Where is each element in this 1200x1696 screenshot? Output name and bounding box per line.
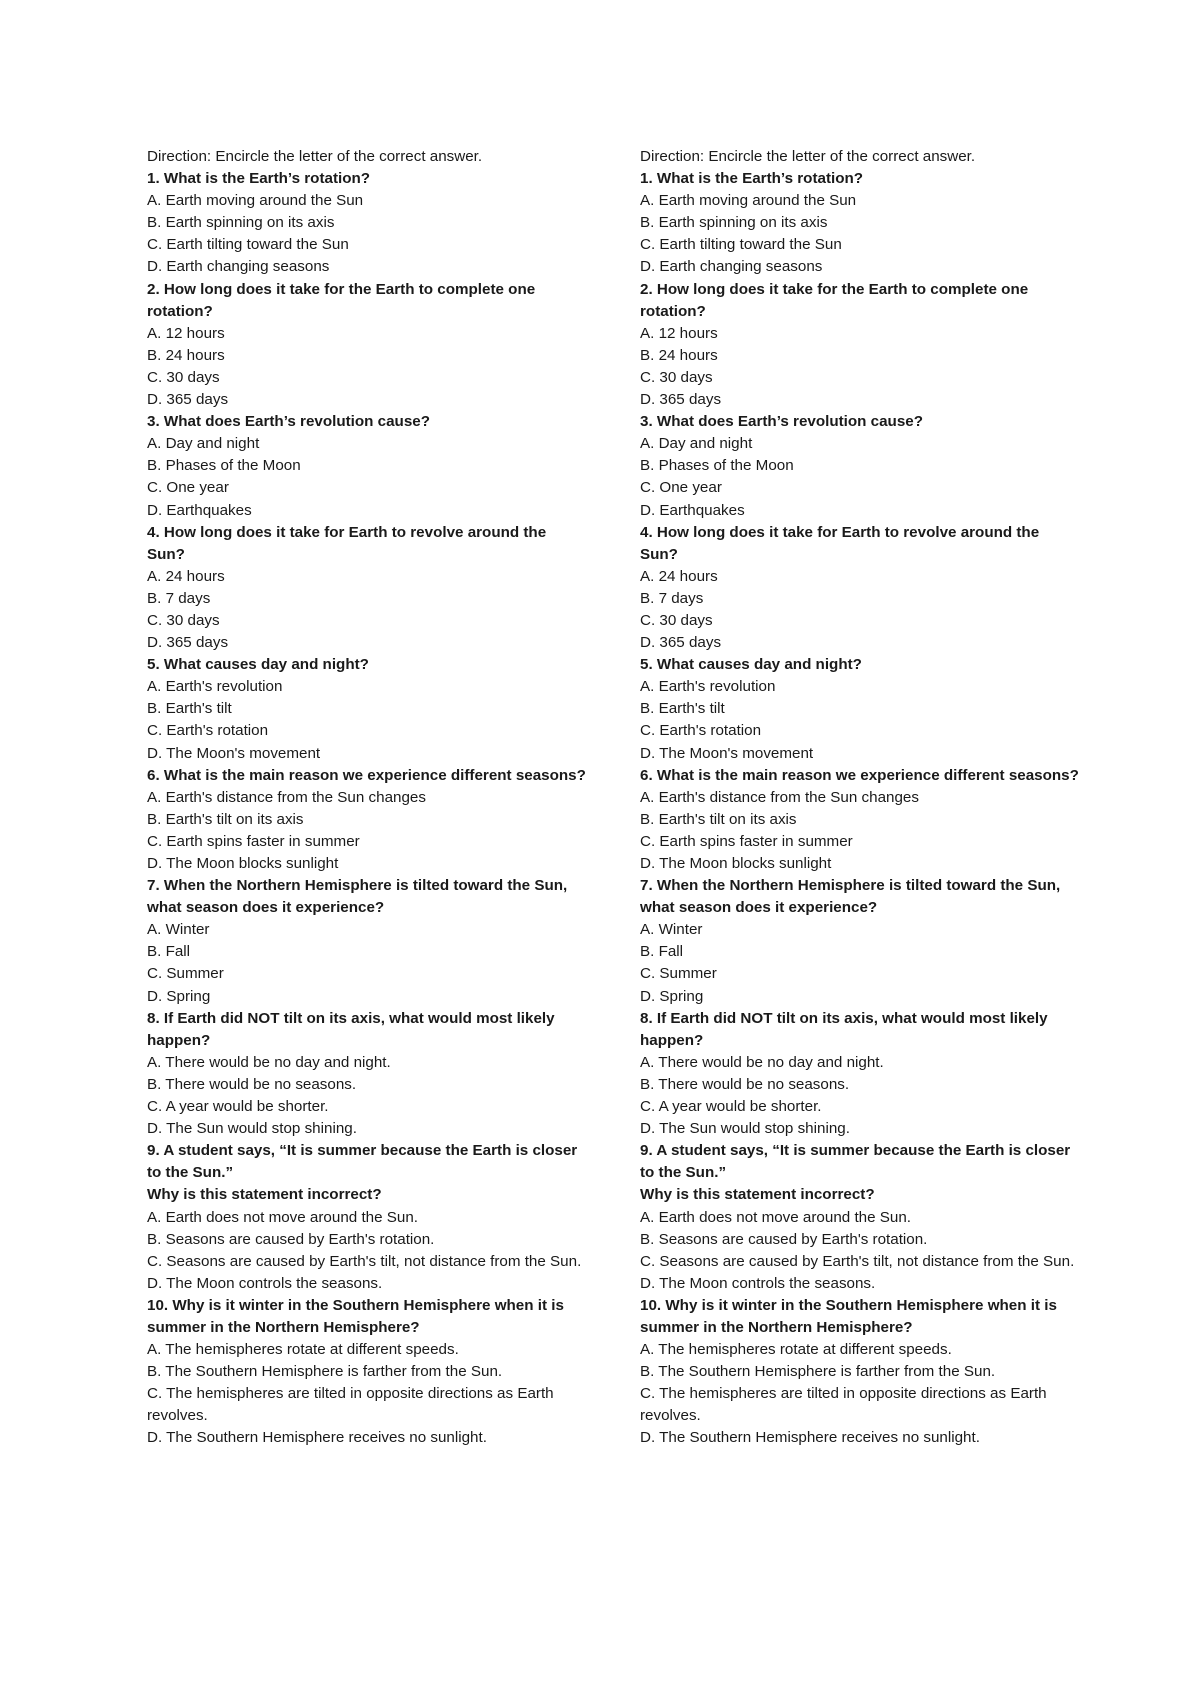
answer-choice: C. Earth's rotation bbox=[147, 722, 269, 740]
question-text: 2. How long does it take for the Earth to complete one rotation? bbox=[147, 280, 536, 320]
question-text: 7. When the Northern Hemisphere is tilted toward the Sun, what season does it experience? bbox=[147, 877, 568, 917]
answer-choice: D. 365 days bbox=[147, 391, 229, 409]
answer-choice: A. Earth's distance from the Sun changes bbox=[640, 788, 919, 806]
answer-choice: D. The Moon controls the seasons. bbox=[147, 1274, 383, 1292]
answer-choice: C. Summer bbox=[147, 965, 224, 983]
answer-choice: A. 24 hours bbox=[147, 567, 225, 585]
answer-choice: D. The Moon's movement bbox=[640, 744, 814, 762]
answer-choice: C. Earth spins faster in summer bbox=[147, 832, 360, 850]
answer-choice: C. Summer bbox=[640, 965, 717, 983]
answer-choice: C. Seasons are caused by Earth's tilt, not distance from the Sun. bbox=[640, 1252, 1075, 1270]
question-text: 2. How long does it take for the Earth to complete one rotation? bbox=[640, 280, 1029, 320]
answer-choice: B. Seasons are caused by Earth's rotation. bbox=[640, 1230, 928, 1248]
question-item bbox=[147, 1295, 587, 1450]
question-item bbox=[147, 765, 587, 875]
question-item bbox=[147, 1140, 587, 1295]
question-item bbox=[147, 168, 587, 278]
question-item bbox=[147, 411, 587, 521]
answer-choice: A. Winter bbox=[147, 921, 210, 939]
answer-choice: B. 7 days bbox=[147, 589, 211, 607]
answer-choice: A. Earth's revolution bbox=[147, 678, 283, 696]
question-item bbox=[640, 168, 1080, 278]
answer-choice: B. There would be no seasons. bbox=[640, 1075, 850, 1093]
answer-choice: A. There would be no day and night. bbox=[147, 1053, 391, 1071]
answer-choice: C. A year would be shorter. bbox=[640, 1098, 822, 1116]
answer-choice: B. Phases of the Moon bbox=[147, 457, 301, 475]
question-item bbox=[640, 1008, 1080, 1141]
question-text: 5. What causes day and night? bbox=[640, 656, 862, 674]
answer-choice: D. Earthquakes bbox=[640, 501, 745, 519]
answer-choice: A. 24 hours bbox=[640, 567, 718, 585]
answer-choice: B. Earth spinning on its axis bbox=[640, 214, 828, 232]
answer-choice: C. Seasons are caused by Earth's tilt, not distance from the Sun. bbox=[147, 1252, 582, 1270]
answer-choice: C. Earth spins faster in summer bbox=[640, 832, 853, 850]
answer-choice: D. The Moon controls the seasons. bbox=[640, 1274, 876, 1292]
answer-choice: B. 24 hours bbox=[640, 346, 718, 364]
question-text: 4. How long does it take for Earth to revolve around the Sun? bbox=[147, 523, 547, 563]
answer-choice: B. Seasons are caused by Earth's rotation. bbox=[147, 1230, 435, 1248]
question-text: 7. When the Northern Hemisphere is tilted toward the Sun, what season does it experience? bbox=[640, 877, 1061, 917]
question-text: 10. Why is it winter in the Southern Hemisphere when it is summer in the Northern Hemisphere? bbox=[147, 1296, 564, 1336]
question-item bbox=[640, 654, 1080, 764]
answer-choice: B. The Southern Hemisphere is farther from the Sun. bbox=[640, 1363, 996, 1381]
answer-choice: A. There would be no day and night. bbox=[640, 1053, 884, 1071]
direction-text: Direction: Encircle the letter of the correct answer. bbox=[640, 148, 976, 165]
direction-text: Direction: Encircle the letter of the correct answer. bbox=[147, 148, 483, 165]
answer-choice: B. The Southern Hemisphere is farther from the Sun. bbox=[147, 1363, 503, 1381]
answer-choice: D. The Moon blocks sunlight bbox=[640, 855, 832, 872]
answer-choice: D. The Southern Hemisphere receives no sunlight. bbox=[640, 1429, 980, 1447]
answer-choice: C. The hemispheres are tilted in opposite directions as Earth revolves. bbox=[147, 1385, 554, 1425]
answer-choice: D. The Sun would stop shining. bbox=[147, 1120, 357, 1138]
question-item bbox=[640, 522, 1080, 655]
answer-choice: A. Earth moving around the Sun bbox=[640, 192, 857, 210]
answer-choice: A. The hemispheres rotate at different speeds. bbox=[147, 1341, 459, 1359]
answer-choice: A. Earth does not move around the Sun. bbox=[147, 1208, 419, 1226]
question-item bbox=[640, 765, 1080, 875]
answer-choice: D. 365 days bbox=[640, 634, 722, 652]
answer-choice: D. Earth changing seasons bbox=[147, 258, 330, 276]
question-item bbox=[640, 1295, 1080, 1450]
answer-choice: B. Fall bbox=[640, 943, 684, 961]
question-item bbox=[147, 654, 587, 764]
question-item bbox=[640, 279, 1080, 412]
answer-choice: A. Earth does not move around the Sun. bbox=[640, 1208, 912, 1226]
answer-choice: B. There would be no seasons. bbox=[147, 1075, 357, 1093]
answer-choice: C. One year bbox=[147, 479, 229, 497]
answer-choice: C. 30 days bbox=[640, 368, 713, 386]
answer-choice: A. Day and night bbox=[640, 435, 753, 453]
question-text: 5. What causes day and night? bbox=[147, 656, 369, 674]
answer-choice: B. 7 days bbox=[640, 589, 704, 607]
answer-choice: D. Earth changing seasons bbox=[640, 258, 823, 276]
question-text: 9. A student says, “It is summer because the Earth is closer to the Sun.” bbox=[640, 1142, 1071, 1182]
question-text: 6. What is the main reason we experience different seasons? bbox=[640, 766, 1079, 784]
worksheet-copy-right bbox=[640, 146, 1080, 1450]
answer-choice: D. Earthquakes bbox=[147, 501, 252, 519]
answer-choice: A. 12 hours bbox=[640, 324, 718, 342]
question-text: 10. Why is it winter in the Southern Hemisphere when it is summer in the Northern Hemisphere? bbox=[640, 1296, 1057, 1336]
question-text: 8. If Earth did NOT tilt on its axis, what would most likely happen? bbox=[640, 1009, 1048, 1049]
question-text: 1. What is the Earth’s rotation? bbox=[640, 170, 864, 188]
answer-choice: C. 30 days bbox=[147, 368, 220, 386]
question-text: 9. A student says, “It is summer because the Earth is closer to the Sun.” bbox=[147, 1142, 578, 1182]
answer-choice: D. 365 days bbox=[640, 391, 722, 409]
answer-choice: A. Earth's distance from the Sun changes bbox=[147, 788, 426, 806]
answer-choice: B. Earth spinning on its axis bbox=[147, 214, 335, 232]
question-item bbox=[147, 875, 587, 1008]
answer-choice: C. A year would be shorter. bbox=[147, 1098, 329, 1116]
answer-choice: C. 30 days bbox=[640, 611, 713, 629]
answer-choice: D. The Moon's movement bbox=[147, 744, 321, 762]
answer-choice: A. Earth's revolution bbox=[640, 678, 776, 696]
question-text: 6. What is the main reason we experience different seasons? bbox=[147, 766, 586, 784]
answer-choice: B. Earth's tilt on its axis bbox=[147, 810, 304, 828]
question-text: Why is this statement incorrect? bbox=[640, 1186, 875, 1204]
answer-choice: A. The hemispheres rotate at different speeds. bbox=[640, 1341, 952, 1359]
answer-choice: A. Day and night bbox=[147, 435, 260, 453]
answer-choice: C. Earth tilting toward the Sun bbox=[147, 236, 349, 254]
answer-choice: C. Earth's rotation bbox=[640, 722, 762, 740]
answer-choice: C. The hemispheres are tilted in opposite directions as Earth revolves. bbox=[640, 1385, 1047, 1425]
question-text: Why is this statement incorrect? bbox=[147, 1186, 382, 1204]
answer-choice: B. Earth's tilt bbox=[147, 700, 232, 718]
worksheet-copy-left bbox=[147, 146, 587, 1450]
question-text: 8. If Earth did NOT tilt on its axis, what would most likely happen? bbox=[147, 1009, 555, 1049]
answer-choice: C. Earth tilting toward the Sun bbox=[640, 236, 842, 254]
answer-choice: B. Earth's tilt bbox=[640, 700, 725, 718]
question-item bbox=[147, 279, 587, 412]
answer-choice: A. 12 hours bbox=[147, 324, 225, 342]
question-item bbox=[147, 522, 587, 655]
answer-choice: D. Spring bbox=[147, 987, 211, 1005]
question-item bbox=[640, 1140, 1080, 1295]
answer-choice: C. One year bbox=[640, 479, 722, 497]
answer-choice: A. Earth moving around the Sun bbox=[147, 192, 364, 210]
answer-choice: B. Earth's tilt on its axis bbox=[640, 810, 797, 828]
answer-choice: D. Spring bbox=[640, 987, 704, 1005]
question-text: 3. What does Earth’s revolution cause? bbox=[147, 413, 431, 431]
answer-choice: B. Fall bbox=[147, 943, 191, 961]
answer-choice: C. 30 days bbox=[147, 611, 220, 629]
answer-choice: D. The Moon blocks sunlight bbox=[147, 855, 339, 872]
question-text: 3. What does Earth’s revolution cause? bbox=[640, 413, 924, 431]
question-item bbox=[640, 875, 1080, 1008]
question-item bbox=[147, 1008, 587, 1141]
answer-choice: D. The Southern Hemisphere receives no sunlight. bbox=[147, 1429, 487, 1447]
question-text: 1. What is the Earth’s rotation? bbox=[147, 170, 371, 188]
answer-choice: B. Phases of the Moon bbox=[640, 457, 794, 475]
answer-choice: A. Winter bbox=[640, 921, 703, 939]
answer-choice: D. The Sun would stop shining. bbox=[640, 1120, 850, 1138]
answer-choice: B. 24 hours bbox=[147, 346, 225, 364]
question-item bbox=[640, 411, 1080, 521]
answer-choice: D. 365 days bbox=[147, 634, 229, 652]
question-text: 4. How long does it take for Earth to revolve around the Sun? bbox=[640, 523, 1040, 563]
